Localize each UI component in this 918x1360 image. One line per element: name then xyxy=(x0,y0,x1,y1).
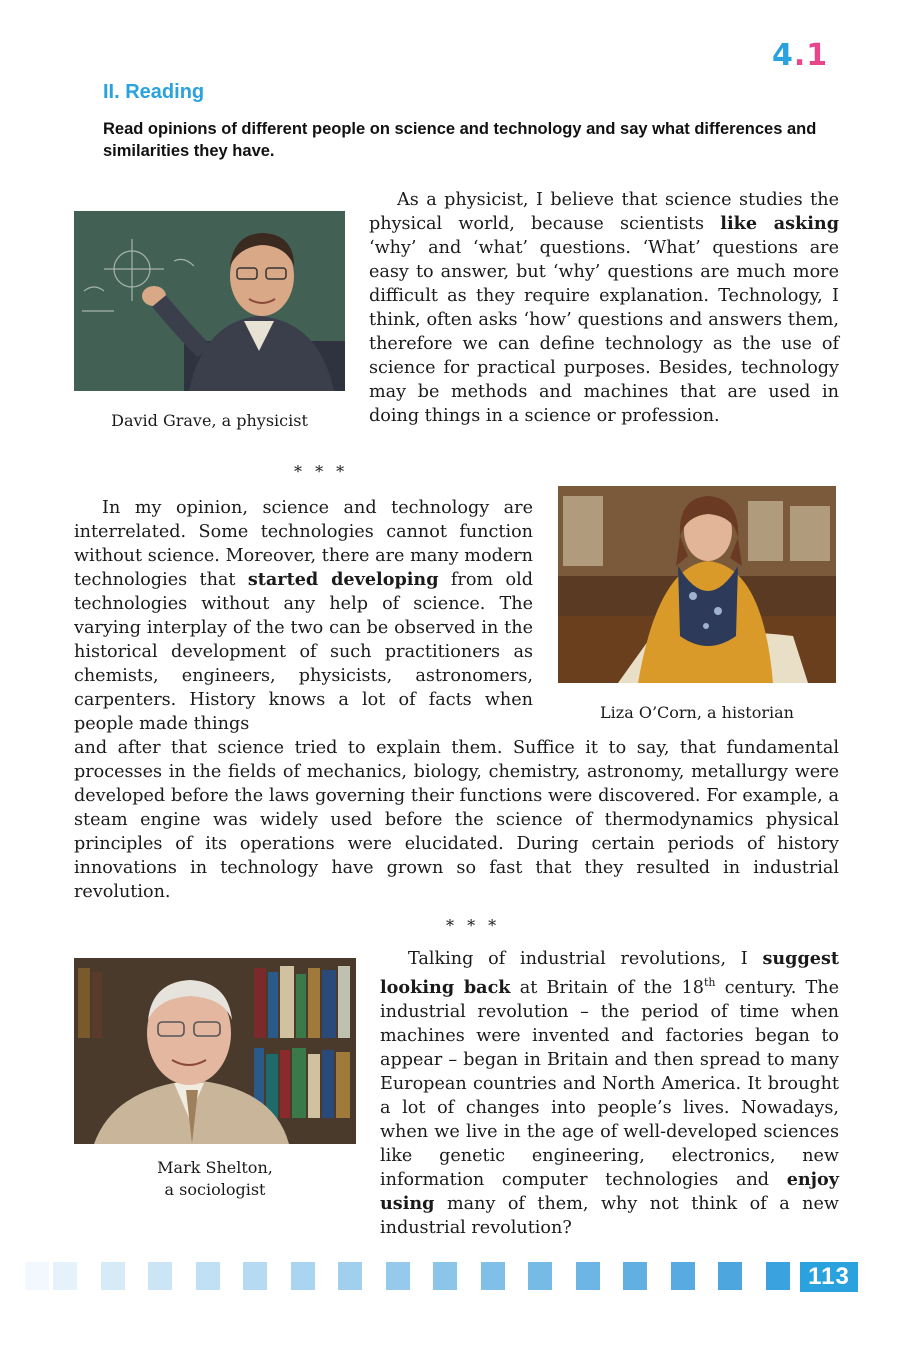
paragraph-physicist xyxy=(369,188,839,428)
text-segment: from old technologies without any help of science. The varying interplay of the two can be observed in the historical development of such practitioners as chemists, engineers, physicists, astronomers, carpenters. History knows a lot of facts when people made things xyxy=(74,570,533,734)
unit-dot: . xyxy=(793,38,807,73)
bold-phrase: like asking xyxy=(720,213,839,234)
bold-phrase: started developing xyxy=(247,569,439,590)
footer-square xyxy=(528,1262,552,1290)
text-segment: In my opinion, science and technology are interrelated. Some technologies cannot function without science. Moreover, there are many modern technologies that xyxy=(74,498,533,590)
superscript: th xyxy=(703,976,716,989)
footer-square xyxy=(196,1262,220,1290)
caption-name: Mark Shelton, xyxy=(157,1158,273,1177)
photo-physicist xyxy=(74,211,345,391)
footer-square xyxy=(671,1262,695,1290)
text-segment: at Britain of the 18 xyxy=(510,977,704,998)
bold-phrase: suggest looking back xyxy=(380,948,839,998)
text-segment: Talking of industrial revolutions, I xyxy=(408,949,763,969)
text-segment: century. The industrial revolution – the period of time when machines were invented and factories began to appear – began in Britain and then spread to many European countries and North America. It brought a lot of changes into people’s lives. Nowadays, when we live in the age of well-developed sciences like genetic engineering, electronics, new information computer technologies and xyxy=(380,977,839,1190)
caption-historian: Liza O’Corn, a historian xyxy=(600,703,794,722)
caption-physicist: David Grave, a physicist xyxy=(111,411,308,430)
text-segment: As a physicist, I believe that science studies the physical world, because scientists xyxy=(369,190,839,234)
text-segment: many of them, why not think of a new industrial revolution? xyxy=(380,1193,839,1238)
footer-square xyxy=(623,1262,647,1290)
paragraph-historian-top xyxy=(74,496,533,736)
caption-sociologist xyxy=(74,1157,356,1201)
unit-number: 4 xyxy=(772,38,794,73)
photo-sociologist xyxy=(74,958,356,1144)
unit-badge xyxy=(772,38,828,73)
footer-square xyxy=(53,1262,77,1290)
footer-square xyxy=(433,1262,457,1290)
footer-square xyxy=(481,1262,505,1290)
footer-square xyxy=(766,1262,790,1290)
separator-stars: * * * xyxy=(446,916,501,935)
footer-square xyxy=(101,1262,125,1290)
footer-square xyxy=(243,1262,267,1290)
footer-square xyxy=(576,1262,600,1290)
footer-square xyxy=(148,1262,172,1290)
paragraph-historian-bottom xyxy=(74,736,839,904)
footer-square xyxy=(291,1262,315,1290)
separator-stars: * * * xyxy=(294,462,349,481)
text-segment: ‘why’ and ‘what’ questions. ‘What’ questions are easy to answer, but ‘why’ questions are much more difficult as they require explanation. Technology, I think, often asks ‘how’ questions and answers them, therefore we can define technology as the use of science for practical purposes. Besides, technology may be methods and machines that are used in doing things in a science or profession. xyxy=(369,238,839,426)
footer-square xyxy=(338,1262,362,1290)
unit-sub-number: 1 xyxy=(806,38,829,73)
footer-square xyxy=(718,1262,742,1290)
photo-historian xyxy=(558,486,836,683)
text-segment: and after that science tried to explain them. Suffice it to say, that fundamental processes in the fields of mechanics, biology, chemistry, astronomy, metallurgy were developed before the laws governing their functions were discovered. For example, a steam engine was widely used before the science of thermodynamics physical principles of its operations were elucidated. During certain periods of history innovations in technology have grown so fast that they resulted in industrial revolution. xyxy=(74,738,839,902)
caption-role: a sociologist xyxy=(164,1180,266,1199)
paragraph-sociologist xyxy=(380,947,839,1240)
task-instruction: Read opinions of different people on science and technology and say what differences and similarities they have. xyxy=(103,120,817,160)
footer-square xyxy=(386,1262,410,1290)
bold-phrase: enjoy using xyxy=(380,1168,839,1214)
footer-square xyxy=(25,1262,49,1290)
page-number: 113 xyxy=(800,1262,858,1292)
section-title: II. Reading xyxy=(103,81,205,103)
